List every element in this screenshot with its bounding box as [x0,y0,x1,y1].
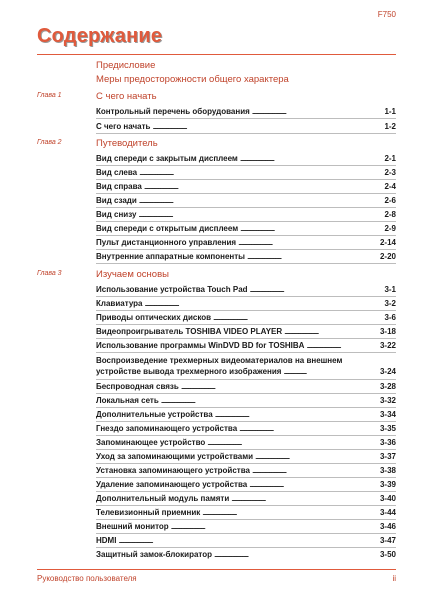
toc-entry[interactable] [96,536,396,545]
toc-entry-label: Беспроводная связь [96,382,179,391]
toc-entry[interactable] [96,327,396,336]
toc-page-number: 2-20 [379,252,396,261]
toc-page-number: 3-1 [384,285,396,294]
toc-page-number: 2-14 [379,238,396,247]
toc-entry-label: Дополнительные устройства [96,410,213,419]
row-divider [96,491,396,492]
toc-page-number: 3-38 [379,466,396,475]
toc-page-number: 1-2 [384,122,396,131]
toc-entry-label: Видеопроигрыватель TOSHIBA VIDEO PLAYER [96,327,283,336]
dot-leader [238,238,378,247]
toc-entry-label: Внутренние аппаратные компоненты [96,252,245,261]
toc-entry-label: Использование программы WinDVD BD for TOSHIBA [96,341,305,350]
toc-entry[interactable] [96,122,396,131]
toc-entry[interactable] [96,508,396,517]
dot-leader [215,410,378,419]
chapter-heading-1[interactable]: С чего начать [96,91,157,102]
toc-entry-label: Гнездо запоминающего устройства [96,424,238,433]
dot-leader [249,480,378,489]
page-title: Содержание [37,25,163,47]
footer-divider [37,569,396,570]
dot-leader [181,382,378,391]
toc-page-number: 2-4 [384,182,396,191]
toc-entry-label: Вид снизу [96,210,137,219]
toc-page-number: 3-6 [384,313,396,322]
toc-entry[interactable] [96,480,396,489]
toc-entry[interactable] [96,252,396,261]
footer-page-number: ii [392,574,396,583]
dot-leader [202,508,378,517]
toc-page-number: 3-35 [379,424,396,433]
model-label: F750 [377,10,396,19]
toc-entry-label: Приводы оптических дисков [96,313,212,322]
dot-leader [231,494,378,503]
row-divider [96,235,396,236]
title-divider [37,54,396,55]
toc-entry-label: HDMI [96,536,117,545]
toc-entry[interactable] [96,466,396,475]
toc-entry[interactable] [96,168,396,177]
dot-leader [255,452,378,461]
row-divider [96,249,396,250]
dot-leader [145,299,383,308]
toc-page-number: 3-40 [379,494,396,503]
toc-page-number: 3-28 [379,382,396,391]
toc-entry[interactable] [96,396,396,405]
row-divider [96,519,396,520]
dot-leader [252,466,378,475]
toc-page-number: 2-8 [384,210,396,219]
toc-link-safety[interactable]: Меры предосторожности общего характера [96,74,289,85]
toc-entry-label-line1: Воспроизведение трехмерных видеоматериалов на внешнем [96,356,343,365]
row-divider [96,324,396,325]
toc-page-number: 3-36 [379,438,396,447]
row-divider [96,435,396,436]
row-divider [96,118,396,119]
row-divider [96,338,396,339]
toc-entry[interactable] [96,154,396,163]
toc-page-number: 1-1 [384,107,396,116]
toc-entry[interactable] [96,410,396,419]
toc-entry-label: Телевизионный приемник [96,508,201,517]
dot-leader [240,154,383,163]
toc-entry[interactable] [96,210,396,219]
row-divider [96,221,396,222]
toc-page-number: 3-50 [379,550,396,559]
toc-page-number: 3-18 [379,327,396,336]
row-divider [96,463,396,464]
toc-link-preface[interactable]: Предисловие [96,60,156,71]
dot-leader [139,196,383,205]
toc-entry[interactable] [96,382,396,391]
dot-leader [152,122,382,131]
row-divider [96,547,396,548]
chapter-heading-3[interactable]: Изучаем основы [96,269,169,280]
chapter-label-2: Глава 2 [37,139,62,146]
toc-entry-label: Установка запоминающего устройства [96,466,250,475]
chapter-heading-2[interactable]: Путеводитель [96,138,158,149]
row-divider [96,477,396,478]
toc-entry-label: Вид слева [96,168,138,177]
dot-leader [240,224,382,233]
toc-entry[interactable] [96,224,396,233]
toc-entry[interactable] [96,196,396,205]
toc-entry[interactable] [96,299,396,308]
dot-leader [161,396,378,405]
dot-leader [171,522,378,531]
toc-entry[interactable] [96,341,396,350]
toc-entry-label: Пульт дистанционного управления [96,238,237,247]
toc-entry-label: Вид справа [96,182,142,191]
toc-page-number: 3-22 [379,341,396,350]
row-divider [96,407,396,408]
footer-manual-title: Руководство пользователя [37,574,137,583]
toc-entry-label: Контрольный перечень оборудования [96,107,250,116]
row-divider [96,533,396,534]
dot-leader [207,438,378,447]
chapter-label-3: Глава 3 [37,270,62,277]
toc-entry[interactable] [96,285,396,294]
toc-page-number: 2-9 [384,224,396,233]
toc-entry[interactable] [96,438,396,447]
toc-entry[interactable] [96,424,396,433]
row-divider [96,310,396,311]
toc-entry-label: Внешний монитор [96,522,169,531]
toc-page-number: 3-46 [379,522,396,531]
toc-entry-label: Вид сзади [96,196,137,205]
row-divider [96,296,396,297]
toc-entry-label: Использование устройства Touch Pad [96,285,248,294]
toc-entry-label: Клавиатура [96,299,143,308]
toc-entry-label: Уход за запоминающими устройствами [96,452,254,461]
toc-entry[interactable] [96,452,396,461]
dot-leader [250,285,383,294]
dot-leader [239,424,378,433]
toc-entry-label: Защитный замок-блокиратор [96,550,212,559]
toc-entry[interactable] [96,182,396,191]
dot-leader [213,313,382,322]
row-divider [96,421,396,422]
toc-entry-label: Вид спереди с открытым дисплеем [96,224,239,233]
dot-leader [284,327,378,336]
row-divider [96,193,396,194]
toc-page-number: 2-1 [384,154,396,163]
row-divider [96,179,396,180]
row-divider [96,393,396,394]
toc-page-number: 3-32 [379,396,396,405]
toc-page-number: 3-24 [379,367,396,376]
toc-page-number: 3-2 [384,299,396,308]
toc-page-number: 3-44 [379,508,396,517]
toc-entry[interactable] [96,107,396,116]
toc-entry-label: Дополнительный модуль памяти [96,494,230,503]
toc-entry-label: Локальная сеть [96,396,159,405]
dot-leader [118,536,378,545]
row-divider [96,505,396,506]
dot-leader [306,341,378,350]
toc-entry-label: С чего начать [96,122,151,131]
row-divider [96,449,396,450]
dot-leader [252,107,383,116]
toc-entry-label: Удаление запоминающего устройства [96,480,248,489]
row-divider [96,207,396,208]
row-divider [96,263,396,264]
dot-leader [247,252,378,261]
dot-leader [283,366,378,378]
toc-entry[interactable] [96,313,396,322]
toc-page-number: 2-6 [384,196,396,205]
toc-page-number: 2-3 [384,168,396,177]
toc-page-number: 3-37 [379,452,396,461]
row-divider [96,165,396,166]
row-divider [96,133,396,134]
dot-leader [144,182,383,191]
toc-entry[interactable] [96,494,396,503]
dot-leader [139,168,382,177]
toc-page-number: 3-39 [379,480,396,489]
dot-leader [214,550,378,559]
dot-leader [138,210,382,219]
row-divider [96,379,396,380]
toc-entry[interactable] [96,355,396,378]
toc-entry[interactable] [96,550,396,559]
toc-entry[interactable] [96,522,396,531]
row-divider [96,352,396,353]
toc-entry[interactable] [96,238,396,247]
toc-page-number: 3-34 [379,410,396,419]
toc-page-number: 3-47 [379,536,396,545]
toc-entry-label: Вид спереди с закрытым дисплеем [96,154,238,163]
toc-entry-label-line2: устройстве вывода трехмерного изображения [96,367,282,376]
toc-entry-label: Запоминающее устройство [96,438,206,447]
chapter-label-1: Глава 1 [37,92,62,99]
